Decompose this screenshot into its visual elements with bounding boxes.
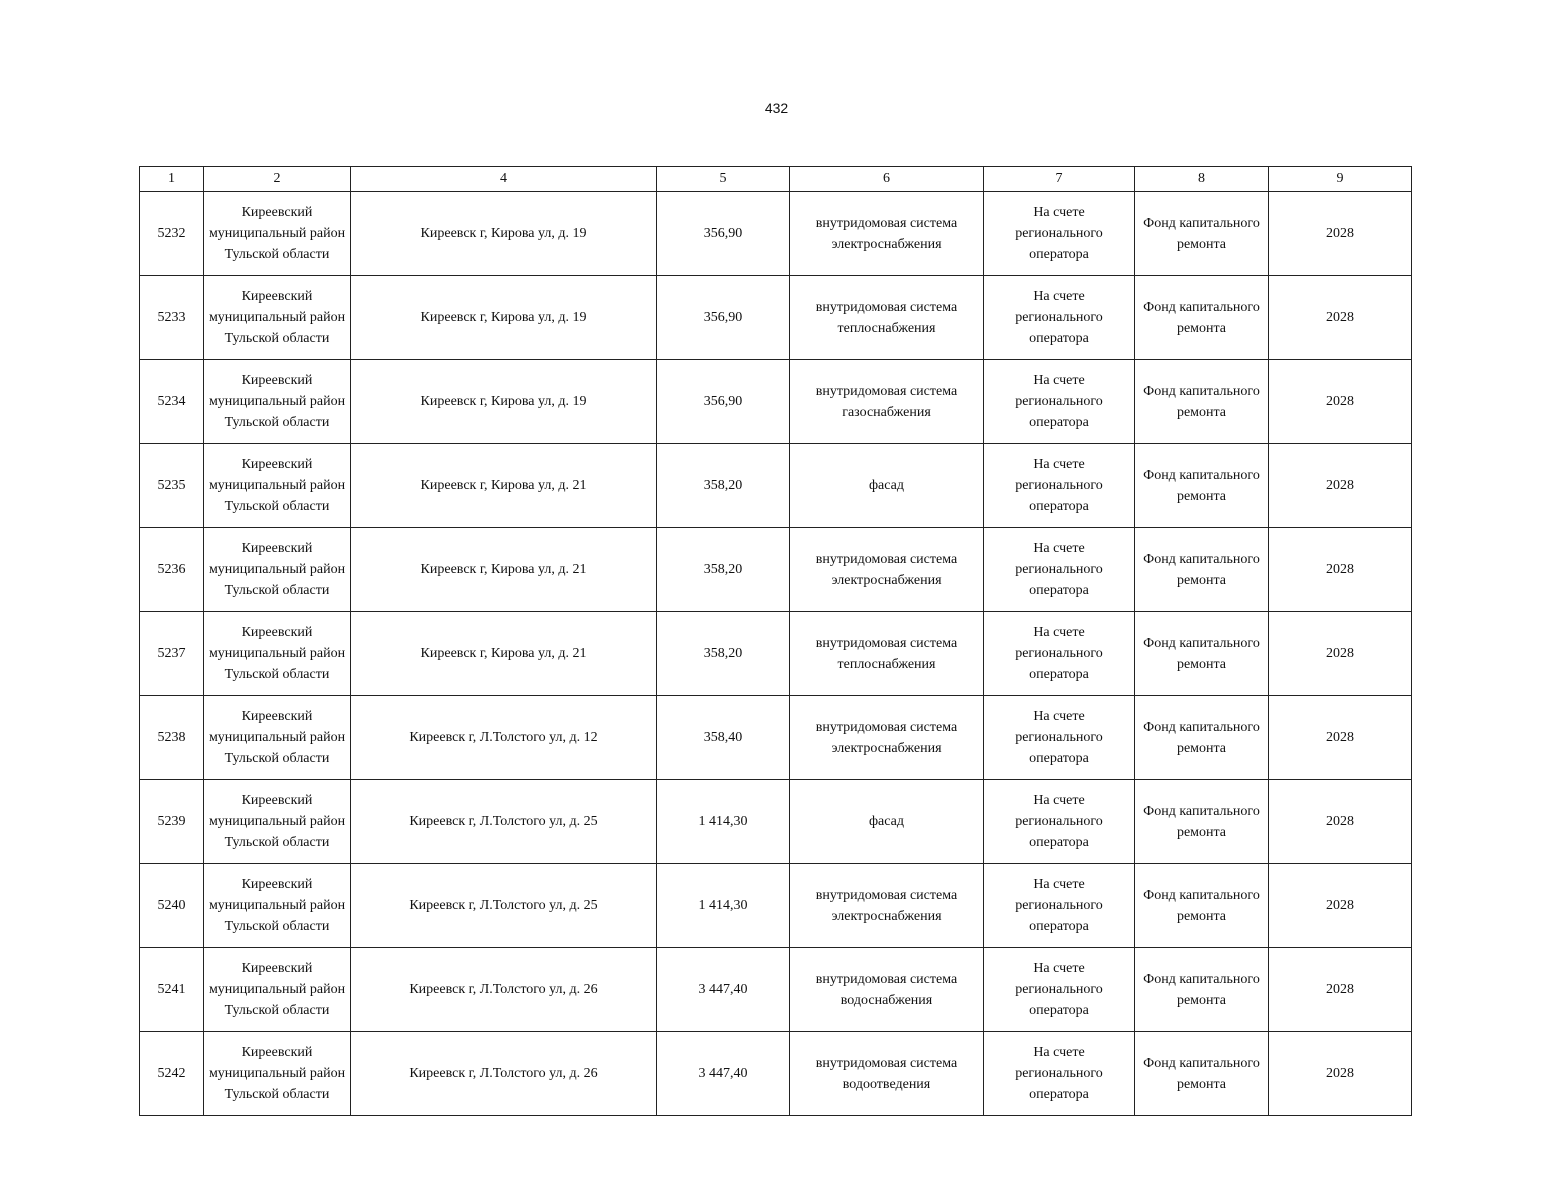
municipality-cell: Киреевский муниципальный район Тульской области (204, 612, 351, 696)
address-cell: Киреевск г, Кирова ул, д. 19 (351, 276, 657, 360)
funding-source-cell: Фонд капитального ремонта (1135, 528, 1269, 612)
account-cell: На счете регионального оператора (984, 780, 1135, 864)
area-cell: 3 447,40 (657, 1032, 790, 1116)
funding-source-cell: Фонд капитального ремонта (1135, 864, 1269, 948)
account-cell: На счете регионального оператора (984, 276, 1135, 360)
row-number-cell: 5238 (140, 696, 204, 780)
area-cell: 1 414,30 (657, 780, 790, 864)
work-type-cell: внутридомовая система водоотведения (790, 1032, 984, 1116)
area-cell: 358,40 (657, 696, 790, 780)
row-number-cell: 5236 (140, 528, 204, 612)
column-header: 6 (790, 167, 984, 192)
municipality-cell: Киреевский муниципальный район Тульской области (204, 864, 351, 948)
row-number-cell: 5234 (140, 360, 204, 444)
table-row (140, 192, 1412, 276)
work-type-cell: внутридомовая система теплоснабжения (790, 276, 984, 360)
row-number-cell: 5240 (140, 864, 204, 948)
row-number-cell: 5237 (140, 612, 204, 696)
row-number-cell: 5235 (140, 444, 204, 528)
municipality-cell: Киреевский муниципальный район Тульской области (204, 276, 351, 360)
column-header: 8 (1135, 167, 1269, 192)
table-row (140, 948, 1412, 1032)
funding-source-cell: Фонд капитального ремонта (1135, 276, 1269, 360)
municipality-cell: Киреевский муниципальный район Тульской области (204, 696, 351, 780)
area-cell: 356,90 (657, 360, 790, 444)
year-cell: 2028 (1269, 948, 1412, 1032)
area-cell: 1 414,30 (657, 864, 790, 948)
account-cell: На счете регионального оператора (984, 948, 1135, 1032)
table-row (140, 444, 1412, 528)
column-header: 1 (140, 167, 204, 192)
account-cell: На счете регионального оператора (984, 612, 1135, 696)
work-type-cell: фасад (790, 780, 984, 864)
row-number-cell: 5241 (140, 948, 204, 1032)
address-cell: Киреевск г, Кирова ул, д. 19 (351, 360, 657, 444)
year-cell: 2028 (1269, 276, 1412, 360)
address-cell: Киреевск г, Л.Толстого ул, д. 25 (351, 864, 657, 948)
municipality-cell: Киреевский муниципальный район Тульской области (204, 528, 351, 612)
column-header: 7 (984, 167, 1135, 192)
area-cell: 358,20 (657, 612, 790, 696)
work-type-cell: внутридомовая система электроснабжения (790, 864, 984, 948)
account-cell: На счете регионального оператора (984, 360, 1135, 444)
municipality-cell: Киреевский муниципальный район Тульской области (204, 444, 351, 528)
address-cell: Киреевск г, Кирова ул, д. 21 (351, 612, 657, 696)
funding-source-cell: Фонд капитального ремонта (1135, 948, 1269, 1032)
address-cell: Киреевск г, Кирова ул, д. 21 (351, 528, 657, 612)
table-row (140, 1032, 1412, 1116)
year-cell: 2028 (1269, 780, 1412, 864)
work-type-cell: внутридомовая система газоснабжения (790, 360, 984, 444)
table-row (140, 696, 1412, 780)
municipality-cell: Киреевский муниципальный район Тульской области (204, 780, 351, 864)
municipality-cell: Киреевский муниципальный район Тульской области (204, 192, 351, 276)
work-type-cell: внутридомовая система водоснабжения (790, 948, 984, 1032)
address-cell: Киреевск г, Л.Толстого ул, д. 26 (351, 1032, 657, 1116)
funding-source-cell: Фонд капитального ремонта (1135, 696, 1269, 780)
account-cell: На счете регионального оператора (984, 444, 1135, 528)
year-cell: 2028 (1269, 444, 1412, 528)
year-cell: 2028 (1269, 192, 1412, 276)
table-row (140, 612, 1412, 696)
account-cell: На счете регионального оператора (984, 696, 1135, 780)
municipality-cell: Киреевский муниципальный район Тульской области (204, 948, 351, 1032)
area-cell: 358,20 (657, 528, 790, 612)
table-row (140, 864, 1412, 948)
account-cell: На счете регионального оператора (984, 192, 1135, 276)
table-row (140, 780, 1412, 864)
row-number-cell: 5233 (140, 276, 204, 360)
municipality-cell: Киреевский муниципальный район Тульской области (204, 360, 351, 444)
account-cell: На счете регионального оператора (984, 864, 1135, 948)
funding-source-cell: Фонд капитального ремонта (1135, 444, 1269, 528)
table-row (140, 360, 1412, 444)
account-cell: На счете регионального оператора (984, 528, 1135, 612)
work-type-cell: внутридомовая система электроснабжения (790, 528, 984, 612)
funding-source-cell: Фонд капитального ремонта (1135, 780, 1269, 864)
year-cell: 2028 (1269, 612, 1412, 696)
funding-source-cell: Фонд капитального ремонта (1135, 1032, 1269, 1116)
row-number-cell: 5232 (140, 192, 204, 276)
address-cell: Киреевск г, Л.Толстого ул, д. 12 (351, 696, 657, 780)
page-number: 432 (764, 100, 789, 116)
work-type-cell: внутридомовая система теплоснабжения (790, 612, 984, 696)
column-header: 2 (204, 167, 351, 192)
work-type-cell: фасад (790, 444, 984, 528)
table-row (140, 276, 1412, 360)
address-cell: Киреевск г, Л.Толстого ул, д. 26 (351, 948, 657, 1032)
account-cell: На счете регионального оператора (984, 1032, 1135, 1116)
table-body (140, 192, 1412, 1116)
area-cell: 358,20 (657, 444, 790, 528)
year-cell: 2028 (1269, 528, 1412, 612)
column-header: 9 (1269, 167, 1412, 192)
funding-source-cell: Фонд капитального ремонта (1135, 360, 1269, 444)
area-cell: 356,90 (657, 276, 790, 360)
column-header: 5 (657, 167, 790, 192)
work-type-cell: внутридомовая система электроснабжения (790, 192, 984, 276)
year-cell: 2028 (1269, 1032, 1412, 1116)
year-cell: 2028 (1269, 864, 1412, 948)
header-row (140, 167, 1412, 192)
table-row (140, 528, 1412, 612)
year-cell: 2028 (1269, 360, 1412, 444)
address-cell: Киреевск г, Л.Толстого ул, д. 25 (351, 780, 657, 864)
funding-source-cell: Фонд капитального ремонта (1135, 192, 1269, 276)
register-table (139, 166, 1412, 1116)
row-number-cell: 5239 (140, 780, 204, 864)
row-number-cell: 5242 (140, 1032, 204, 1116)
address-cell: Киреевск г, Кирова ул, д. 21 (351, 444, 657, 528)
area-cell: 3 447,40 (657, 948, 790, 1032)
table-header (140, 167, 1412, 192)
municipality-cell: Киреевский муниципальный район Тульской области (204, 1032, 351, 1116)
work-type-cell: внутридомовая система электроснабжения (790, 696, 984, 780)
address-cell: Киреевск г, Кирова ул, д. 19 (351, 192, 657, 276)
funding-source-cell: Фонд капитального ремонта (1135, 612, 1269, 696)
area-cell: 356,90 (657, 192, 790, 276)
column-header: 4 (351, 167, 657, 192)
year-cell: 2028 (1269, 696, 1412, 780)
